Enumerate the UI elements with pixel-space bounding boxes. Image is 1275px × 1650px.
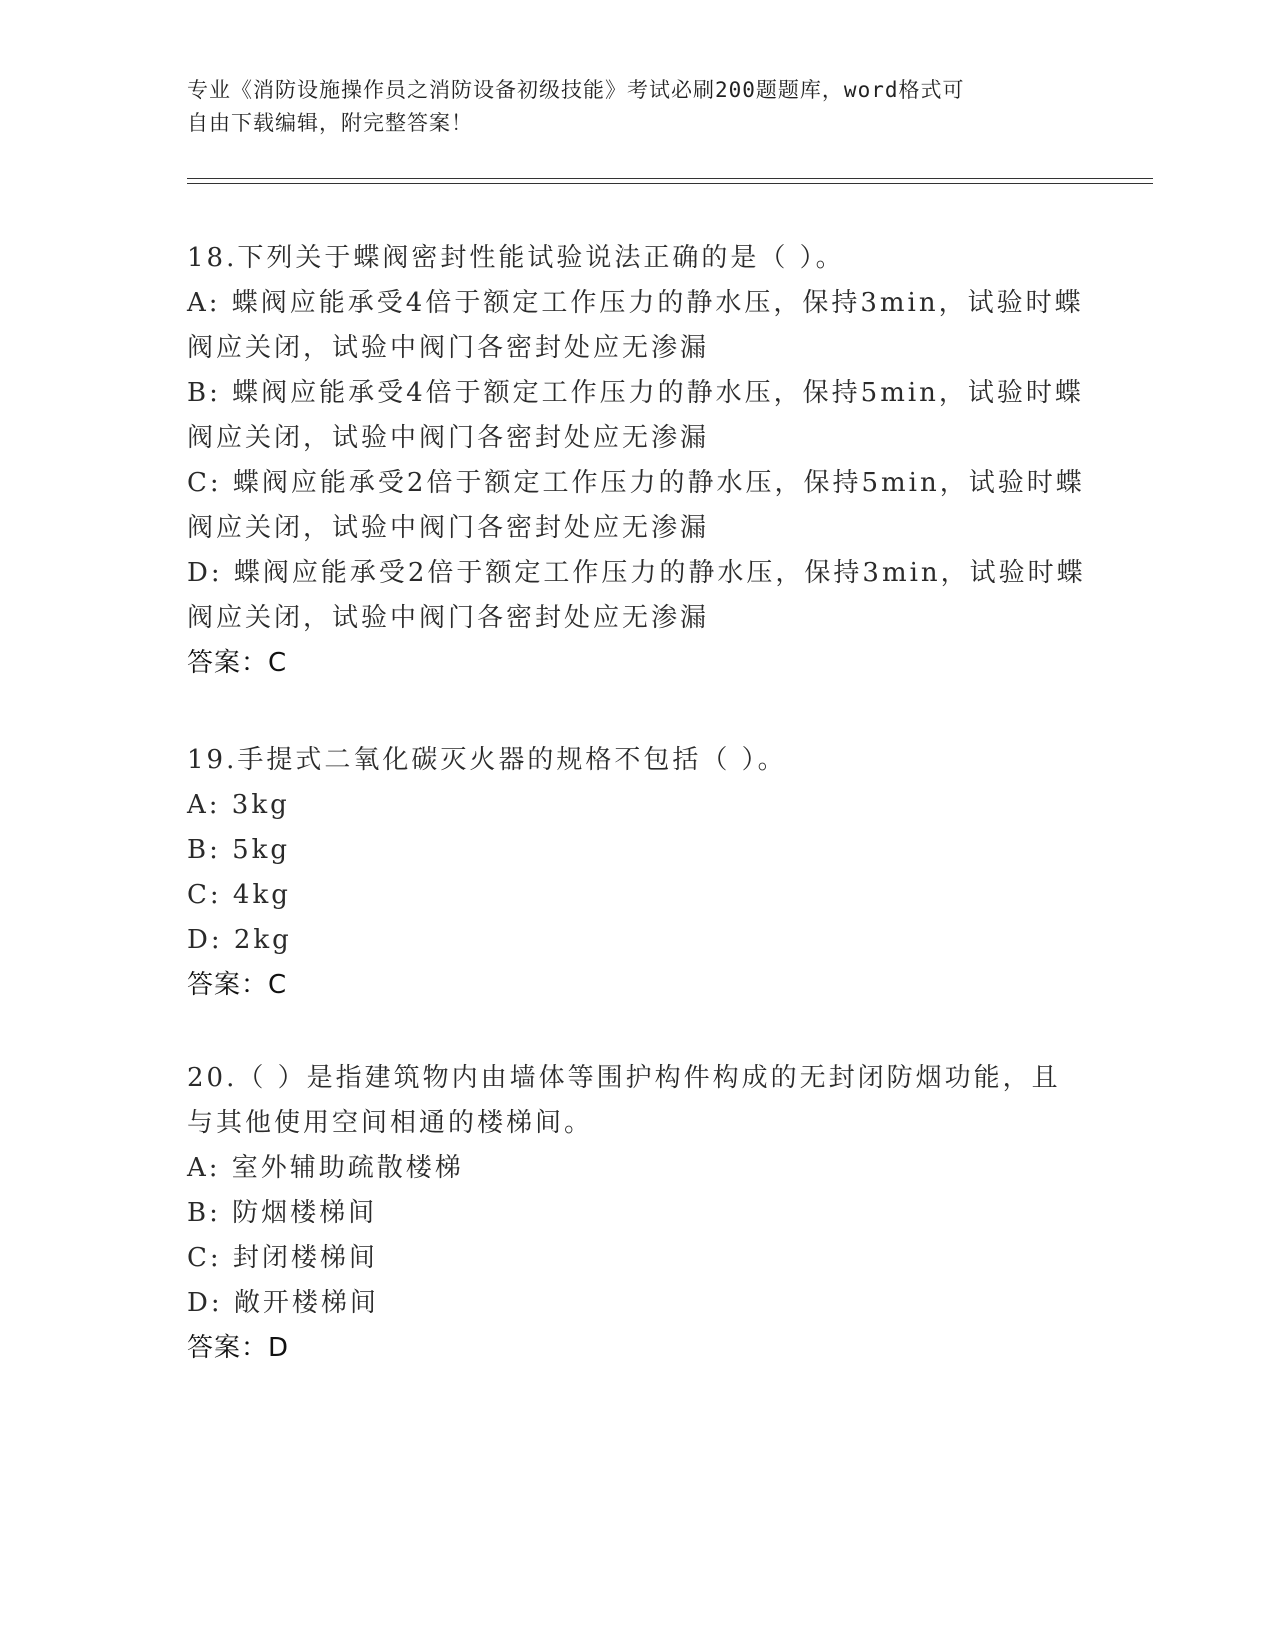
question-20 [187, 1056, 1087, 1371]
answer: 答案：D [187, 1333, 290, 1363]
header-line-1: 专业《消防设施操作员之消防设备初级技能》考试必刷200题题库，word格式可 [187, 78, 965, 102]
option-a: A: 室外辅助疏散楼梯 [187, 1153, 464, 1183]
question-stem: 19.手提式二氧化碳灭火器的规格不包括（ ）。 [187, 745, 787, 775]
question-19 [187, 738, 1087, 1008]
answer: 答案：C [187, 970, 288, 1000]
option-a: A: 蝶阀应能承受4倍于额定工作压力的静水压，保持3min，试验时蝶阀应关闭，试验中阀门各密封处应无渗漏 [187, 288, 1084, 363]
question-stem: 20.（ ）是指建筑物内由墙体等围护构件构成的无封闭防烟功能，且与其他使用空间相通的楼梯间。 [187, 1063, 1061, 1138]
option-d: D: 敞开楼梯间 [187, 1288, 379, 1318]
option-b: B: 蝶阀应能承受4倍于额定工作压力的静水压，保持5min，试验时蝶阀应关闭，试验中阀门各密封处应无渗漏 [187, 378, 1084, 453]
option-c: C: 蝶阀应能承受2倍于额定工作压力的静水压，保持5min，试验时蝶阀应关闭，试验中阀门各密封处应无渗漏 [187, 468, 1085, 543]
header-divider-top [187, 178, 1153, 179]
question-18 [187, 236, 1087, 686]
option-b: B: 防烟楼梯间 [187, 1198, 378, 1228]
question-stem: 18.下列关于蝶阀密封性能试验说法正确的是（ ）。 [187, 243, 845, 273]
option-c: C: 封闭楼梯间 [187, 1243, 378, 1273]
option-c: C: 4kg [187, 880, 291, 910]
header-line-2: 自由下载编辑，附完整答案！ [187, 111, 473, 135]
option-d: D: 蝶阀应能承受2倍于额定工作压力的静水压，保持3min，试验时蝶阀应关闭，试验中阀门各密封处应无渗漏 [187, 558, 1086, 633]
option-d: D: 2kg [187, 925, 292, 955]
answer: 答案：C [187, 648, 288, 678]
option-a: A: 3kg [187, 790, 290, 820]
option-b: B: 5kg [187, 835, 291, 865]
document-header [187, 74, 1087, 140]
header-divider-bottom [187, 183, 1153, 184]
